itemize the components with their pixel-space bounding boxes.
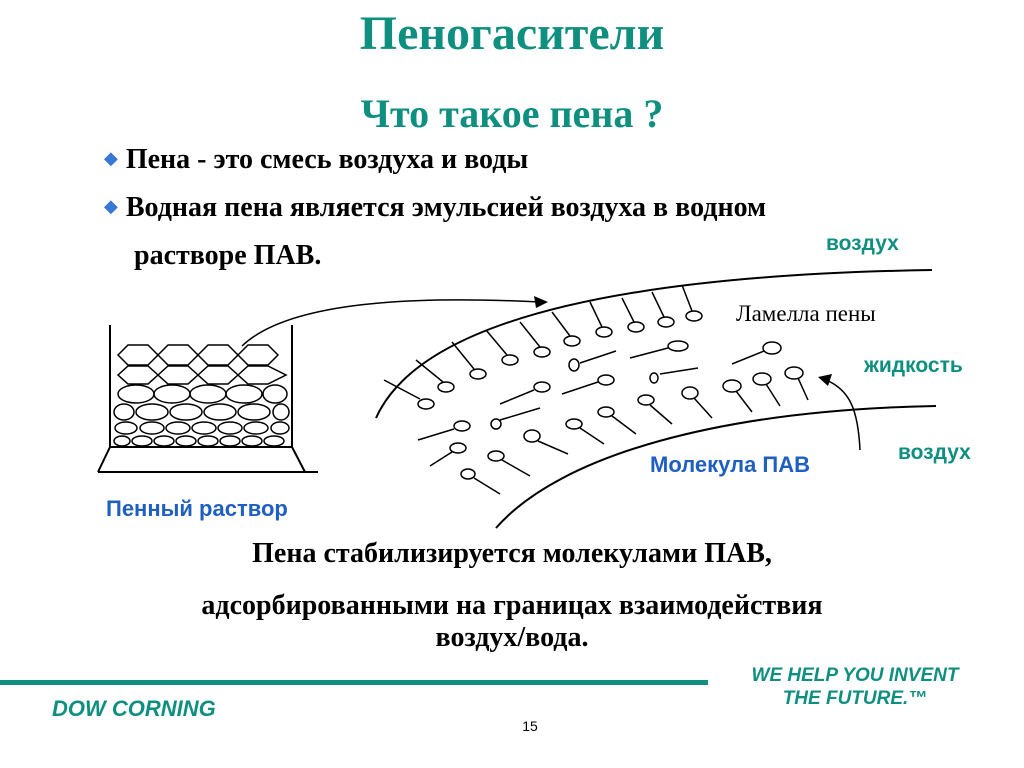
label-lamella: Ламелла пены <box>736 301 876 326</box>
zoom-arrow <box>242 296 548 346</box>
conclusion-line-1: Пена стабилизируется молекулами ПАВ, <box>252 538 772 569</box>
foam-bubbles <box>114 345 289 446</box>
label-air-bottom: воздух <box>898 441 971 464</box>
footer-divider <box>0 680 708 685</box>
slide-title: Пеногасители <box>359 7 665 60</box>
bullet-text-1: Пена - это смесь воздуха и воды <box>125 144 529 175</box>
bullet-text-2: Водная пена является эмульсией воздуха в водном <box>125 192 767 223</box>
diamond-bullet-icon: ◆ <box>104 196 118 216</box>
bullet-text-2-continuation: растворе ПАВ. <box>134 240 322 271</box>
label-molecule: Молекула ПАВ <box>650 452 811 477</box>
diamond-bullet-icon: ◆ <box>104 148 118 168</box>
label-foam-solution: Пенный раствор <box>106 496 288 521</box>
slogan-line-1: WE HELP YOU INVENT <box>751 665 959 686</box>
slide-subtitle: Что такое пена ? <box>360 91 664 136</box>
conclusion-line-2: адсорбированными на границах взаимодействия <box>201 590 823 621</box>
label-liquid: жидкость <box>864 354 963 377</box>
label-air-top: воздух <box>826 232 899 255</box>
company-name: DOW CORNING <box>52 696 216 721</box>
slogan <box>720 664 990 710</box>
conclusion-line-3: воздух/вода. <box>435 622 589 653</box>
page-number: 15 <box>522 718 538 734</box>
slogan-line-2: THE FUTURE.™ <box>782 688 928 709</box>
